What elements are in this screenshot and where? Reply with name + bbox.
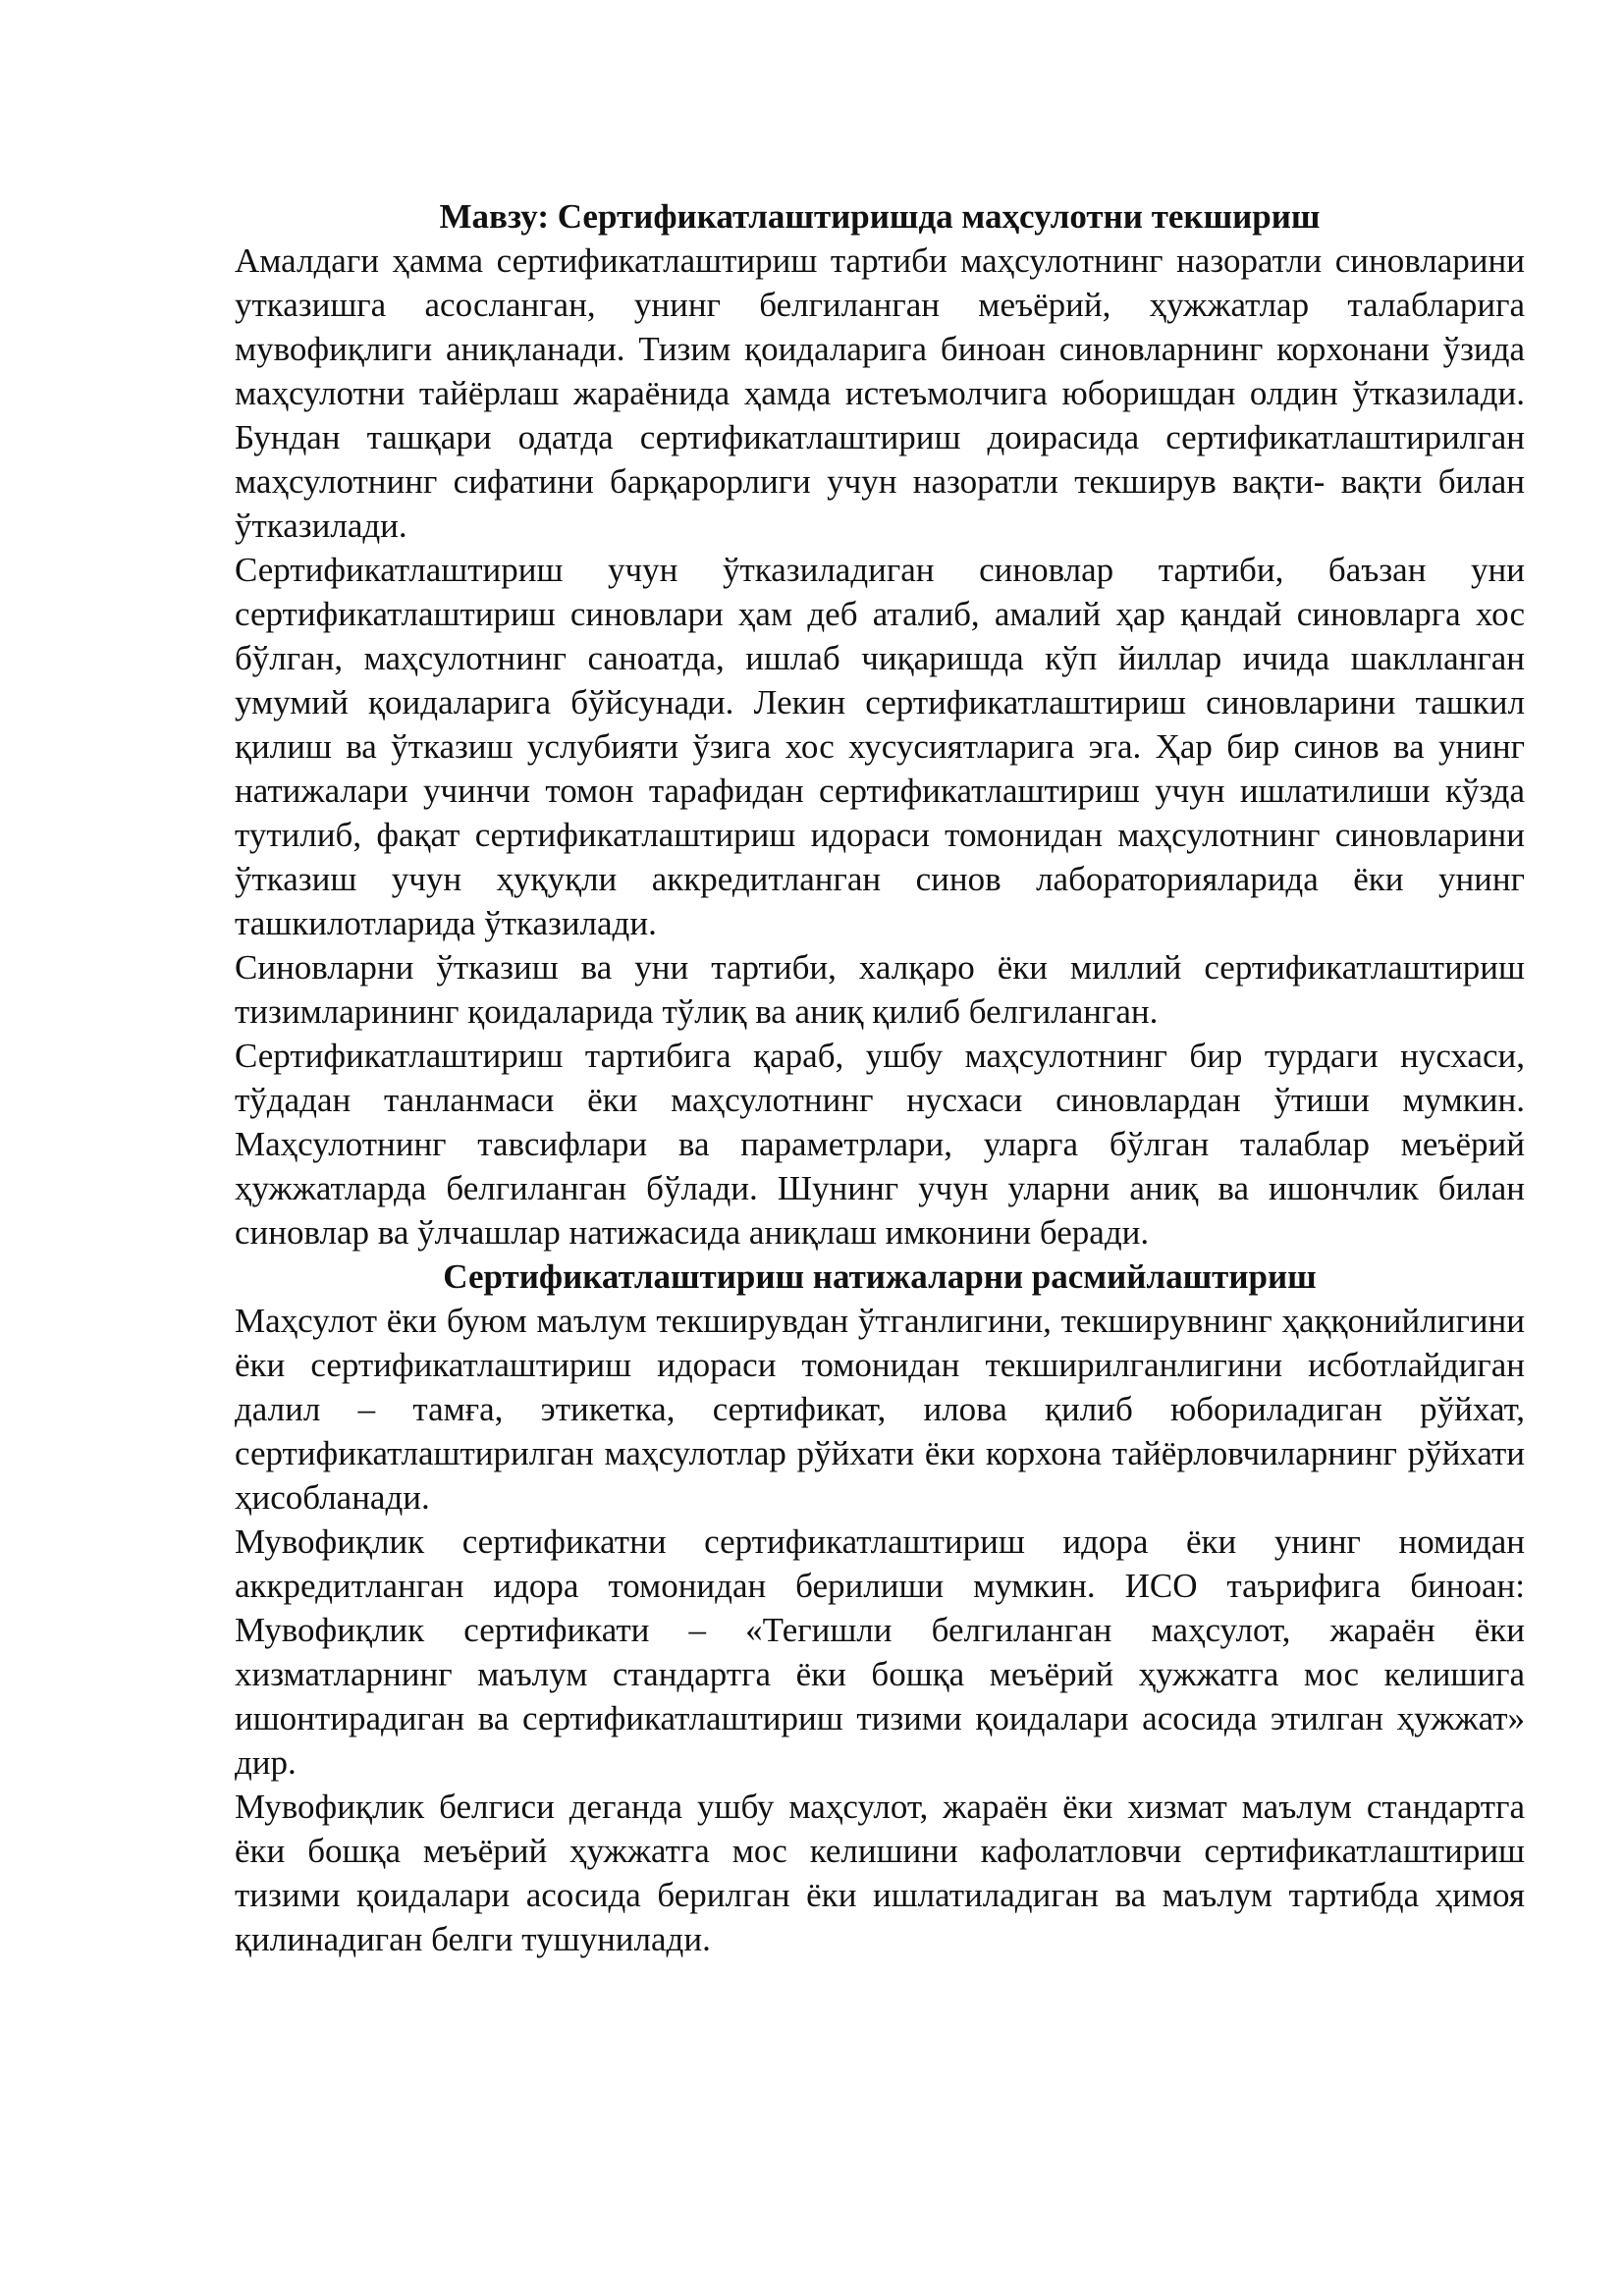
paragraph: Маҳсулот ёки буюм маълум текширувдан ўтганлигини, текширувнинг ҳаққонийлигини ёки сертификатлаштириш идораси томонидан текширилганлигини исботлайдиган далил – тамға, этикетка, сертификат, илова қилиб юбориладиган рўйхат, сертификатлаштирилган маҳсулотлар рўйхати ёки корхона тайёрловчиларнинг рўйхати ҳисобланади.	[235, 1302, 1525, 1517]
document-page	[235, 194, 1525, 1961]
paragraph: Сертификатлаштириш тартибига қараб, ушбу маҳсулотнинг бир турдаги нусхаси, тўдадан танланмаси ёки маҳсулотнинг нусхаси синовлардан ўтиши мумкин. Маҳсулотнинг тавсифлари ва параметрлари, уларга бўлган талаблар меъёрий ҳужжатларда белгиланган бўлади. Шунинг учун уларни аниқ ва ишончлик билан синовлар ва ўлчашлар натижасида аниқлаш имконини беради.	[235, 1037, 1525, 1252]
paragraph: Мувофиқлик белгиси деганда ушбу маҳсулот, жараён ёки хизмат маълум стандартга ёки бошқа меъёрий ҳужжатга мос келишини кафолатловчи сертификатлаштириш тизими қоидалари асосида берилган ёки ишлатиладиган ва маълум тартибда ҳимоя қилинадиган белги тушунилади.	[235, 1788, 1525, 1958]
paragraph: Синовларни ўтказиш ва уни тартиби, халқаро ёки миллий сертификатлаштириш тизимларининг қоидаларида тўлиқ ва аниқ қилиб белгиланган.	[235, 948, 1525, 1031]
paragraph: Амалдаги ҳамма сертификатлаштириш тартиби маҳсулотнинг назоратли синовларини утказишга асосланган, унинг белгиланган меъёрий, ҳужжатлар талабларига мувофиқлиги аниқланади. Тизим қоидаларига биноан синовларнинг корхонани ўзида маҳсулотни тайёрлаш жараёнида ҳамда истеъмолчига юборишдан олдин ўтказилади. Бундан ташқари одатда сертификатлаштириш доирасида сертификатлаштирилган маҳсулотнинг сифатини барқарорлиги учун назоратли текширув вақти- вақти билан ўтказилади.	[235, 241, 1525, 545]
paragraph: Мувофиқлик сертификатни сертификатлаштириш идора ёки унинг номидан аккредитланган идора томонидан берилиши мумкин. ИСО таърифига биноан: Мувофиқлик сертификати – «Тегишли белгиланган маҳсулот, жараён ёки хизматларнинг маълум стандартга ёки бошқа меъёрий ҳужжатга мос келишига ишонтирадиган ва сертификатлаштириш тизими қоидалари асосида этилган ҳужжат» дир.	[235, 1522, 1525, 1782]
paragraph: Сертификатлаштириш учун ўтказиладиган синовлар тартиби, баъзан уни сертификатлаштириш синовлари ҳам деб аталиб, амалий ҳар қандай синовларга хос бўлган, маҳсулотнинг саноатда, ишлаб чиқаришда кўп йиллар ичида шаклланган умумий қоидаларига бўйсунади. Лекин сертификатлаштириш синовларини ташкил қилиш ва ўтказиш услубияти ўзига хос хусусиятларига эга. Ҳар бир синов ва унинг натижалари учинчи томон тарафидан сертификатлаштириш учун ишлатилиши кўзда тутилиб, фақат сертификатлаштириш идораси томонидан маҳсулотнинг синовларини ўтказиш учун ҳуқуқли аккредитланган синов лабораторияларида ёки унинг ташкилотларида ўтказилади.	[235, 551, 1525, 942]
section-heading: Сертификатлаштириш натижаларни расмийлаштириш	[443, 1257, 1317, 1296]
document-title: Мавзу: Сертификатлаштиришда маҳсулотни текшириш	[439, 197, 1321, 236]
